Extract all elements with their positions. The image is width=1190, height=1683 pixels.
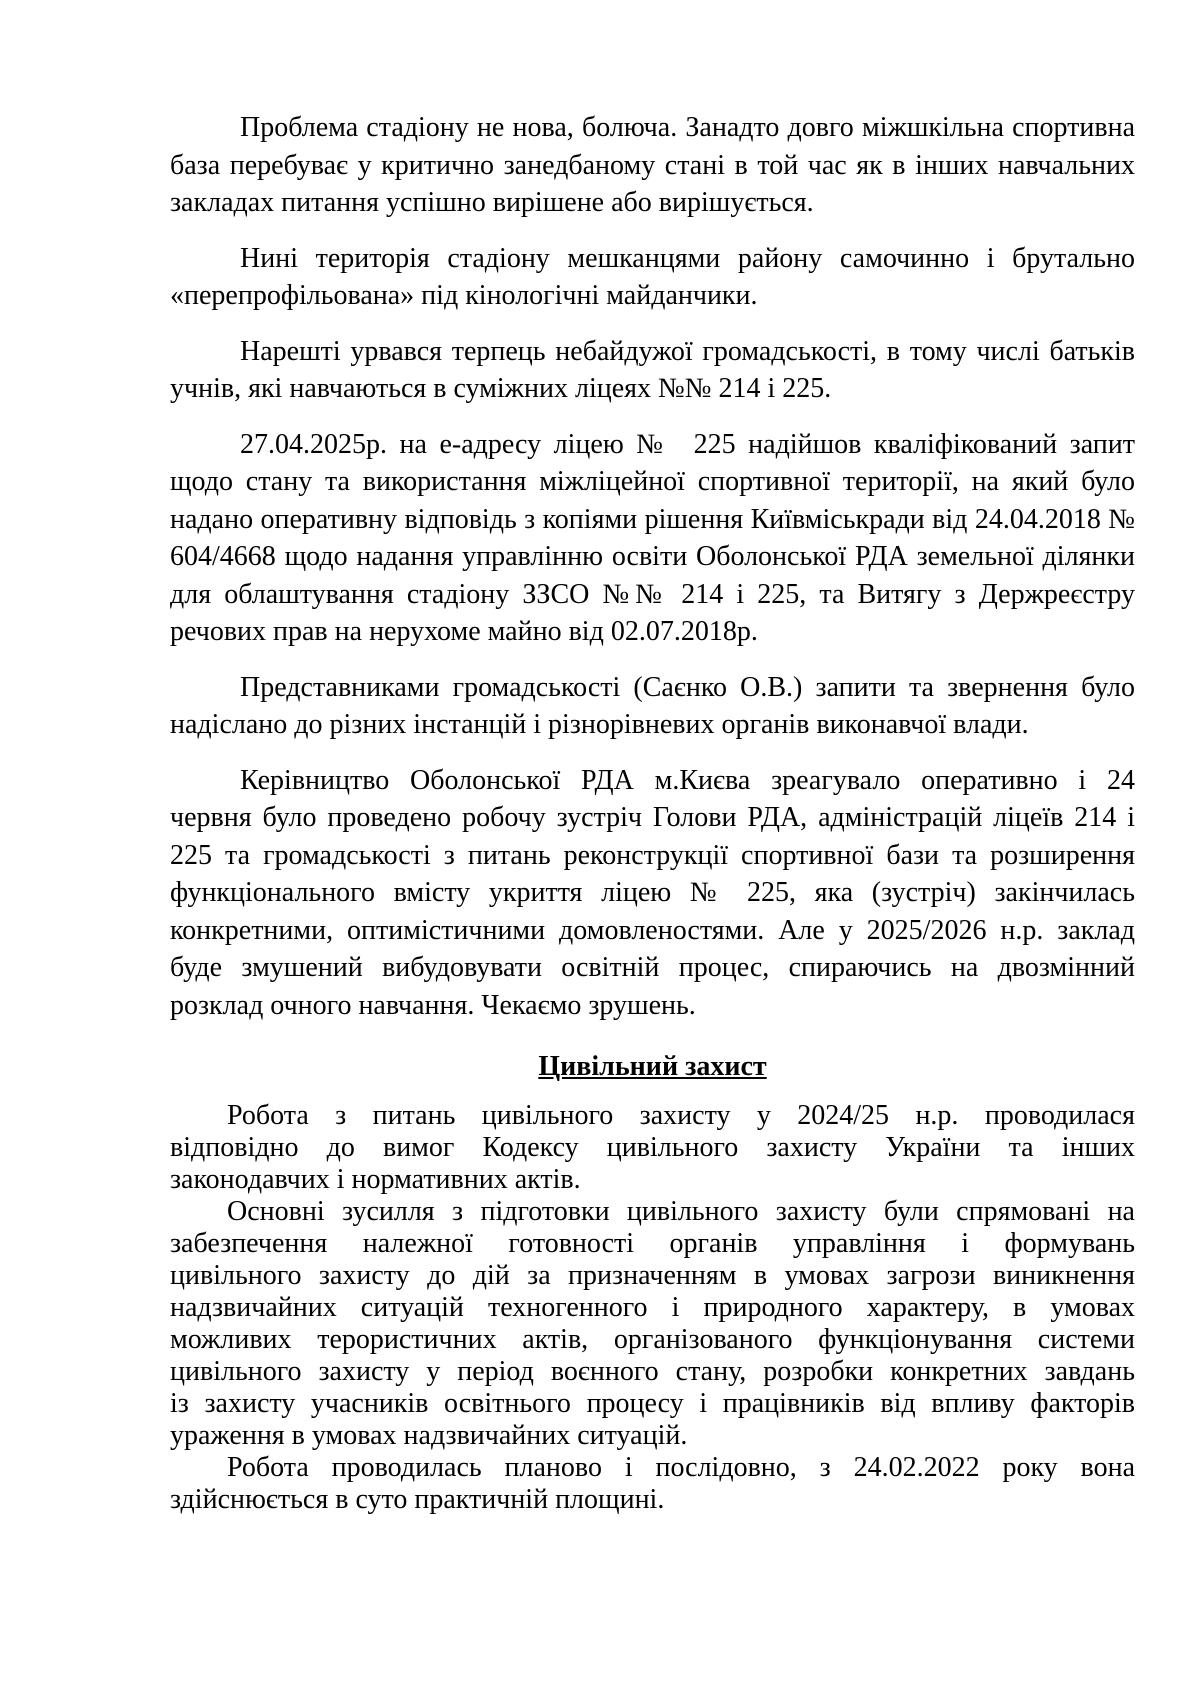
text-line: червня було проведено робочу зустріч Голови РДА, адміністрацій ліцеїв 214 і — [170, 802, 1135, 833]
text-line: Керівництво Оболонської РДА м.Києва зреагувало оперативно і 24 — [240, 764, 1135, 796]
text-line: відповідно до вимог Кодексу цивільного захисту України та інших — [170, 1132, 1135, 1163]
paragraph-stadium-problem — [170, 109, 1135, 222]
text-line: Робота з питань цивільного захисту у 2024/25 н.р. проводилася — [227, 1100, 1135, 1131]
text-line: функціонального вмісту укриття ліцею № 225, яка (зустріч) закінчилась — [170, 877, 1135, 908]
text-line: цивільного захисту до дій за призначенням в умовах загрози виникнення — [170, 1260, 1135, 1291]
text-line: законодавчих і нормативних актів. — [170, 1164, 581, 1195]
text-line: Представниками громадськості (Саєнко О.В.) запити та звернення було — [240, 671, 1135, 703]
text-line: 604/4668 щодо надання управлінню освіти Оболонської РДА земельної ділянки — [170, 541, 1135, 572]
paragraph-community-representatives — [170, 669, 1135, 744]
paragraph-stadium-territory — [170, 240, 1135, 315]
text-line: Нині територія стадіону мешканцями району самочинно і брутально — [240, 242, 1135, 274]
text-line: база перебуває у критично занедбаному стані в той час як в інших навчальних — [170, 149, 1135, 181]
paragraph-civil-defense-practice — [170, 1452, 1135, 1516]
paragraph-civil-defense-efforts — [170, 1196, 1135, 1452]
text-line: надіслано до різних інстанцій і різнорівневих органів виконавчої влади. — [170, 709, 1029, 740]
section-heading-civil-defense: Цивільний захист — [538, 1051, 767, 1082]
text-line: 225 та громадськості з питань реконструкції спортивної бази та розширення — [170, 839, 1135, 871]
text-line: із захисту учасників освітнього процесу і працівників від впливу факторів — [170, 1388, 1135, 1419]
text-line: щодо стану та використання міжліцейної спортивної території, на який було — [170, 466, 1135, 497]
text-line: розклад очного навчання. Чекаємо зрушень. — [170, 989, 696, 1021]
text-line: надзвичайних ситуацій техногенного і природного характеру, в умовах — [170, 1292, 1135, 1323]
text-line: надано оперативну відповідь з копіями рішення Київміськради від 24.04.2018 № — [170, 503, 1135, 535]
text-line: «перепрофільована» під кінологічні майданчики. — [170, 280, 758, 311]
text-line: можливих терористичних актів, організованого функціонування системи — [170, 1324, 1135, 1355]
text-line: Основні зусилля з підготовки цивільного захисту були спрямовані на — [227, 1196, 1135, 1227]
text-line: речових прав на нерухоме майно від 02.07.2018р. — [170, 616, 758, 647]
text-line: учнів, які навчаються в суміжних ліцеях №№ 214 і 225. — [170, 373, 832, 404]
paragraph-request-2025 — [170, 426, 1135, 651]
text-line: закладах питання успішно вирішене або вирішується. — [170, 187, 814, 218]
text-line: конкретними, оптимістичними домовленостями. Але у 2025/2026 н.р. заклад — [170, 914, 1135, 946]
text-line: здійснюється в суто практичній площині. — [170, 1484, 665, 1515]
text-line: забезпечення належної готовності органів управління і формувань — [170, 1228, 1135, 1259]
paragraph-rda-response — [170, 762, 1135, 1025]
section-civil-defense — [170, 1100, 1135, 1516]
text-line: 27.04.2025р. на е-адресу ліцею № 225 надійшов кваліфікований запит — [240, 428, 1135, 460]
text-line: цивільного захисту у період воєнного стану, розробки конкретних завдань — [170, 1356, 1135, 1387]
text-line: Проблема стадіону не нова, болюча. Занадто довго міжшкільна спортивна — [240, 112, 1135, 143]
text-line: для облаштування стадіону ЗЗСО №№ 214 і 225, та Витягу з Держреєстру — [170, 578, 1135, 610]
text-line: ураження в умовах надзвичайних ситуацій. — [170, 1420, 688, 1451]
paragraph-community-patience — [170, 333, 1135, 408]
section-stadium — [170, 109, 1135, 1024]
text-line: Нарешті урвався терпець небайдужої громадськості, в тому числі батьків — [240, 335, 1135, 367]
text-line: буде змушений вибудовувати освітній процес, спираючись на двозмінний — [170, 952, 1135, 983]
text-line: Робота проводилась планово і послідовно, з 24.02.2022 року вона — [227, 1452, 1135, 1483]
paragraph-civil-defense-work — [170, 1100, 1135, 1196]
